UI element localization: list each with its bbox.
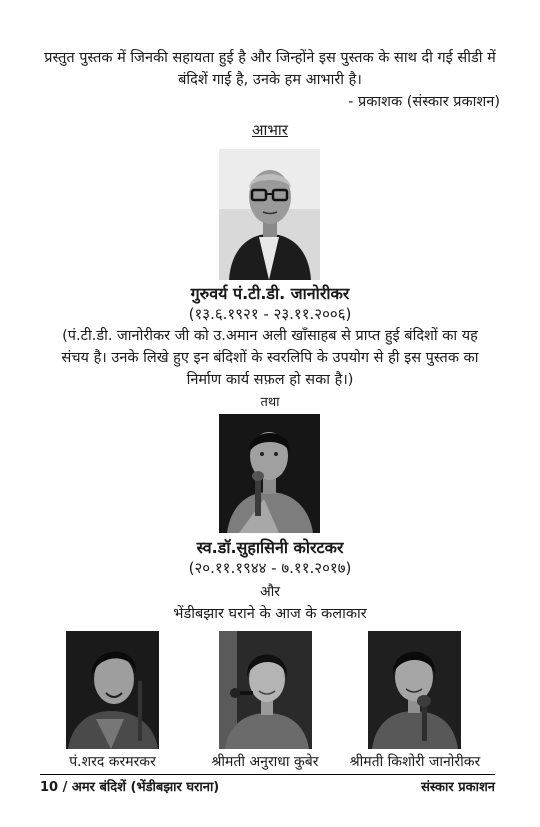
person1-note: (पं.टी.डी. जानोरीकर जी को उ.अमान अली खाँसाहब से प्राप्त हुई बंदिशों का यह संचय है। उनके लिखे हुए इन बंदिशों के स्वरलिपि के उपयोग से ही इस पुस्तक का निर्माण कार्य सफ़ल हो सका है।) xyxy=(61,328,479,388)
person2-dates: (२०.११.१९४४ - ७.११.२०१७) xyxy=(188,559,352,577)
portrait-image xyxy=(219,631,312,749)
artists-heading: भेंडीबझार घराने के आज के कलाकार xyxy=(173,606,367,622)
connector-aur: और xyxy=(259,584,281,600)
portrait-image xyxy=(219,149,320,280)
footer-divider xyxy=(40,774,495,775)
artist-caption: श्रीमती अनुराधा कुबेर xyxy=(211,754,319,770)
acknowledgement-heading: आभार xyxy=(252,121,288,139)
artist-caption: श्रीमती किशोरी जानोरीकर xyxy=(349,754,481,770)
photo-td-janorikar xyxy=(219,149,320,280)
connector-tatha: तथा xyxy=(260,395,280,410)
publisher-credit: - प्रकाशक (संस्कार प्रकाशन) xyxy=(348,94,500,110)
person1-name: गुरुवर्य पं.टी.डी. जानोरीकर xyxy=(190,284,350,303)
photo-suhasini-koratkar xyxy=(219,414,320,533)
portrait-image xyxy=(368,631,461,749)
footer-page-title: 10 / अमर बंदिशें (भेंडीबझार घराना) xyxy=(40,780,220,795)
footer-publisher: संस्कार प्रकाशन xyxy=(421,780,495,795)
photo-kishori-janorikar xyxy=(368,631,461,749)
portrait-image xyxy=(219,414,320,533)
artist-caption: पं.शरद करमरकर xyxy=(69,754,156,770)
intro-text: प्रस्तुत पुस्तक में जिनकी सहायता हुई है और जिन्होंने इस पुस्तक के साथ दी गई सीडी में बंदिशें गाई है, उनके हम आभारी है। xyxy=(44,50,496,88)
intro-paragraph xyxy=(40,47,500,113)
photo-anuradha-kuber xyxy=(219,631,312,749)
person2-name: स्व.डॉ.सुहासिनी कोरटकर xyxy=(196,538,344,557)
photo-sharad-karmarkar xyxy=(66,631,159,749)
portrait-image xyxy=(66,631,159,749)
person1-dates: (१३.६.१९२१ - २३.११.२००६) xyxy=(188,305,352,323)
